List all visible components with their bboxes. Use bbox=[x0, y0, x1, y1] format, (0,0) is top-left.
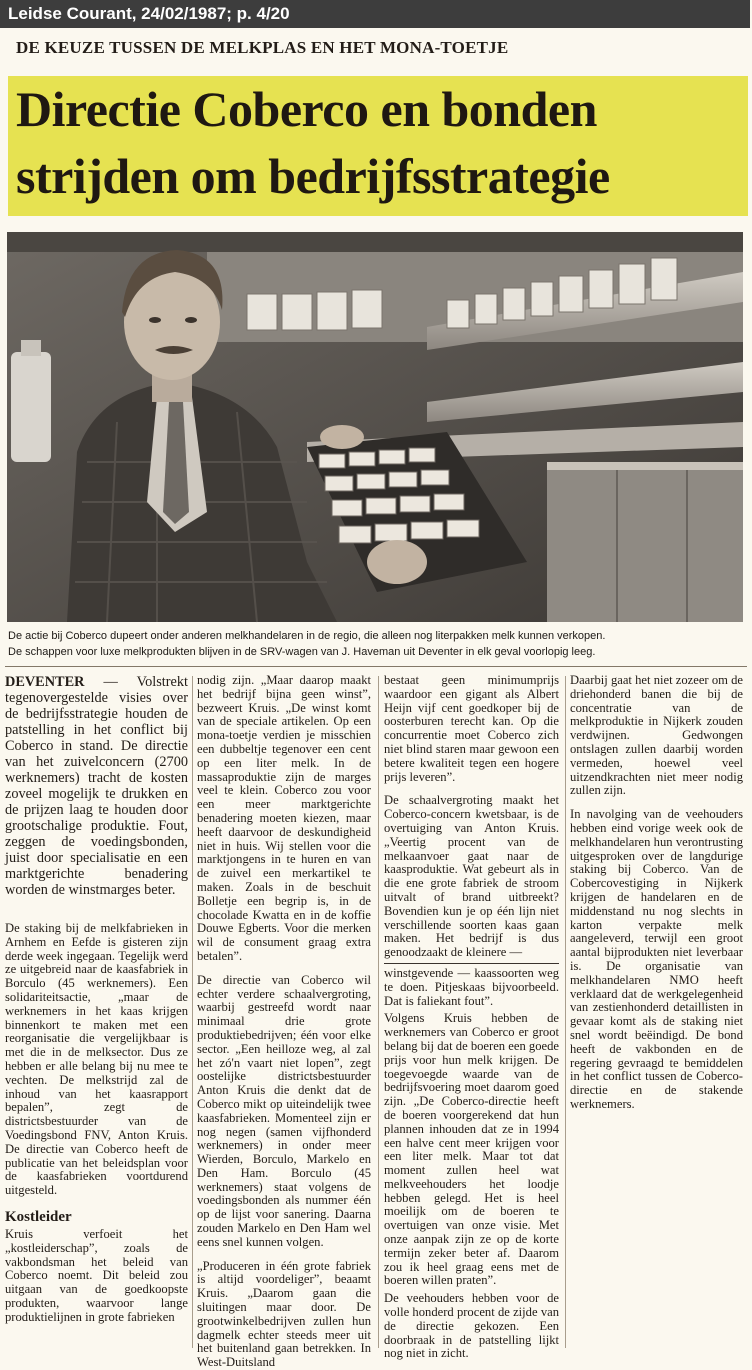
article-kicker: DE KEUZE TUSSEN DE MELKPLAS EN HET MONA-TOETJE bbox=[16, 38, 509, 57]
section-divider bbox=[5, 666, 747, 667]
article-column-4 bbox=[570, 674, 743, 1350]
article-column-3 bbox=[384, 673, 559, 1361]
body-paragraph: De staking bij de melkfabrieken in Arnhem en Eefde is gisteren zijn derde week ingegaan. Tegelijk werd ze uitgebreid naar de kaasfabriek in Borculo (45 werknemers). Een solidariteitsactie, „maar de werknemers in het kaas krijgen binnenkort te maken met een reorganisatie die vergelijkbaar is met die in de melksector. Dus ze hebben er alle belang bij nu mee te vechten. De melkstrijd zal de inhoud van het kaasrapport bepalen”, zegt de districtsbestuurder van de Voedingsbond FNV, Anton Kruis. De directie van Coberco heeft de publicatie van het beleidsplan voor de kaasfabrieken voortdurend uitgesteld. bbox=[5, 921, 188, 1198]
dateline: DEVENTER bbox=[5, 674, 85, 690]
body-paragraph: De directie van Coberco wil echter verdere schaalvergroting, waarbij gestreefd wordt naar minimaal drie grote produktiebedrijven; één voor elke sector. „Een heilloze weg, al zal het zó'n vaart niet lopen”, zegt oostelijke districtsbestuurder Anton Kruis die denkt dat de Coberco mikt op uiteindelijk twee kaasfabrieken. Momenteel zijn er nog negen (samen vijfhonderd werknemers) in onder meer Wierden, Borculo, Markelo en Den Ham. Borculo (45 werknemers) staat volgens de voedingsbonden als nummer één op de lijst voor sanering. Daarna zouden Markelo en Den Ham wel eens snel kunnen volgen. bbox=[197, 972, 371, 1249]
lead-paragraph bbox=[5, 674, 188, 898]
lead-text: — Volstrekt tegenovergestelde visies over de bedrijfsstrategie houden de patstelling in het conflict bij Coberco in stand. De directie van het zuivelconcern (2700 werknemers) tracht de kosten zoveel mogelijk te drukken en de prijzen laag te houden door grootschalige produktie. Fout, zeggen de voedingsbonden, juist door specialisatie en een marktgerichte benadering worden de winstmarges beter. bbox=[5, 674, 189, 898]
article-column-2 bbox=[197, 673, 371, 1370]
subheading: Kostleider bbox=[5, 1208, 72, 1225]
caption-line-1: De actie bij Coberco dupeert onder anderen melkhandelaren in de regio, die alleen nog literpakken melk kunnen verkopen. bbox=[8, 630, 606, 642]
caption-line-2: De schappen voor luxe melkprodukten blijven in de SRV-wagen van J. Haveman uit Deventer in elk geval voorlopig leeg. bbox=[8, 646, 596, 658]
body-paragraph: winstgevende — kaassoorten weg te doen. Pitjeskaas bijvoorbeeld. Dat is faliekant fout”. bbox=[384, 965, 559, 1008]
body-paragraph: De schaalvergroting maakt het Coberco-concern kwetsbaar, is de overtuiging van Anton Kruis. „Veertig procent van de melkaanvoer gaat naar de kaasproduktie. Wat gebeurt als in die ene grote fabriek de stroom uitvalt of brand uitbreekt? Bovendien kun je op één lijn niet verschillende soorten kaas gaan maken. Het bedrijf is dus genoodzaakt de kleinere — bbox=[384, 793, 559, 960]
headline-block bbox=[8, 76, 748, 216]
article-photo bbox=[7, 232, 743, 622]
body-paragraph: „Produceren in één grote fabriek is altijd voordeliger”, beaamt Kruis. „Daarom gaan die sluitingen maar door. De grootwinkelbedrijven zullen hun dagmelk echter steeds meer uit het buitenland gaan betrekken. In West-Duitsland bbox=[197, 1258, 371, 1370]
headline-line-2: strijden om bedrijfsstrategie bbox=[16, 148, 610, 204]
column-rule bbox=[192, 676, 193, 1348]
photo-milkman-with-crate bbox=[7, 232, 743, 622]
window-title-bar: Leidse Courant, 24/02/1987; p. 4/20 bbox=[0, 0, 750, 28]
headline-line-1: Directie Coberco en bonden bbox=[16, 81, 597, 137]
photo-caption bbox=[8, 628, 744, 662]
body-paragraph: bestaat geen minimumprijs waardoor een gigant als Albert Heijn vijf cent goedkoper bij de oosterburen terecht kan. Op die concurrentie moet Coberco zich niet blind staren maar gewoon een betere kwaliteit tegen een hogere prijs leveren”. bbox=[384, 673, 559, 784]
column-rule bbox=[378, 676, 379, 1348]
article-column-1 bbox=[5, 674, 188, 1350]
column-separator bbox=[384, 963, 559, 964]
body-paragraph: De veehouders hebben voor de volle honderd procent de zijde van de directie gekozen. Een doorbraak in de patstelling lijkt nog niet in zicht. bbox=[384, 1291, 559, 1361]
body-paragraph: Volgens Kruis hebben de werknemers van Coberco er groot belang bij dat de boeren een goede prijs voor hun melk krijgen. De toegevoegde waarde van de bedrijfsvoering moet daarom goed zijn. „De Coberco-directie heeft de boeren voorgerekend dat hun plannen inhouden dat ze in 1994 een halve cent meer krijgen voor een liter melk. Maar tot dat moment zullen heel wat melkveehouders het loodje hebben gelegd. Het is heel moeilijk om de boeren te overtuigen van onze visie. Met onze aanpak zijn ze op de korte termijn zeker beter af. Daarom zou ik heel graag eens met de boeren willen praten”. bbox=[384, 1011, 559, 1288]
body-paragraph: Daarbij gaat het niet zozeer om de driehonderd banen die bij de concentratie van de melkproduktie in Nijkerk zouden verdwijnen. Gedwongen ontslagen zullen daarbij worden vermeden, hoewel veel uitzendkrachten niet meer nodig zullen zijn. bbox=[570, 673, 743, 798]
column-rule bbox=[565, 676, 566, 1348]
body-paragraph: In navolging van de veehouders hebben eind vorige week ook de melkhandelaren hun verontrusting uitgesproken over de langdurige staking bij Coberco. Van de Cobercovestiging in Nijkerk krijgen de handelaren en de middenstand nu nog slechts in karton verpakte melk aangeleverd, terwijl een groot aantal bijprodukten niet leverbaar is. De organisatie van melkhandelaren NMO heeft verklaard dat de werkgelegenheid van zestienhonderd detaillisten in gevaar komt als de staking niet snel wordt beëindigd. De bond heeft de vakbonden en de regering gevraagd te bemiddelen in het conflict tussen de Coberco-directie en de stakende werknemers. bbox=[570, 807, 743, 1111]
body-paragraph: Kruis verfoeit het „kostleiderschap”, zoals de vakbondsman het beleid van Coberco noemt. Dit beleid zou uitgaan van de goedkoopste produkten, waarvoor lange produktielijnen in grote fabrieken bbox=[5, 1226, 188, 1324]
body-paragraph: nodig zijn. „Maar daarop maakt het bedrijf bijna geen winst”, bezweert Kruis. „De winst komt van de speciale artikelen. Op een mona-toetje verdien je misschien een dubbeltje tegenover een cent op een liter melk. In de massaproduktie zijn de marges veel te klein. Coberco zou voor een meer marktgerichte benadering moeten kiezen, maar heeft daarvoor de deskundigheid niet in huis. Wij stellen voor die marktjongens in te huren en van de zuivel een merkartikel te maken. Zoals in de beschuit Bolletje een begrip is, in de chocolade Kwatta en in de koffie Douwe Egberts. Voor die merken wil de consument graag extra betalen”. bbox=[197, 673, 371, 963]
